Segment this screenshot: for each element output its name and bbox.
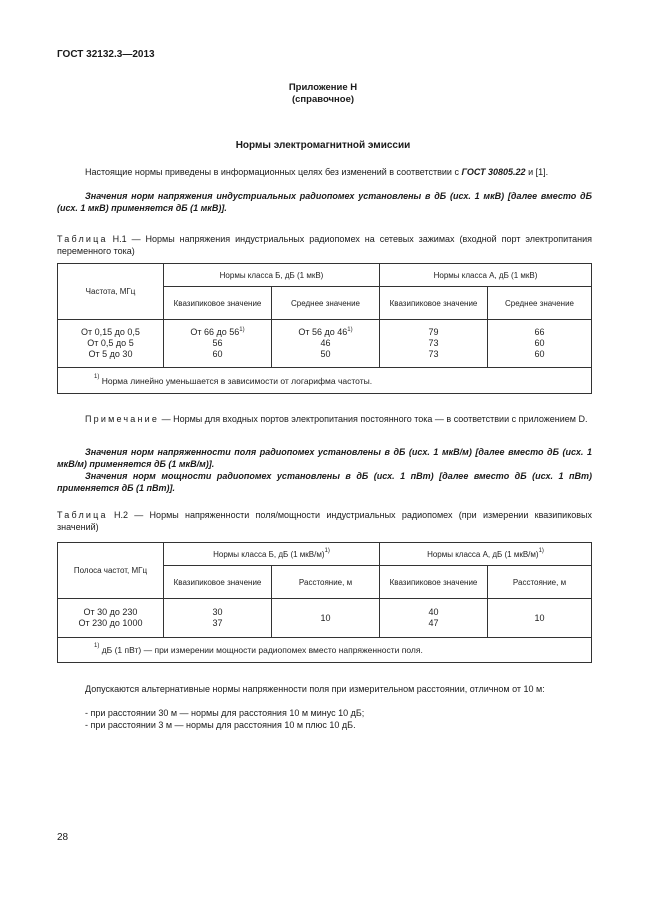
footnote-text: дБ (1 пВт) — при измерении мощности радиопомех вместо напряженности поля. [99,645,423,655]
sub-quasi-b: Квазипиковое значение [164,287,272,320]
section-title: Нормы электромагнитной эмиссии [235,140,411,151]
gost-reference: ГОСТ 30805.22 [461,167,526,177]
table-row-value: 37 [212,618,223,628]
table-row-value: 60 [534,349,545,359]
table1-caption [57,233,592,257]
table-row-value: 73 [428,349,439,359]
list-item: - при расстоянии 3 м — нормы для расстояния 10 м плюс 10 дБ. [85,720,356,730]
a-distance-cell: 10 [488,599,592,638]
sub-avg-b: Среднее значение [272,287,380,320]
table-h1 [57,263,592,394]
table-row-value: От 5 до 30 [88,349,133,359]
footnote-ref: 1) [324,547,330,554]
footnote-ref: 1) [538,547,544,554]
table1-caption-text: Н.1 — Нормы напряжения индустриальных радиопомех на сетевых зажимах (входной порт электропитания переменного тока) [57,234,592,256]
intro-paragraph [57,166,592,178]
table-row-value: От 66 до 56 [190,327,240,337]
table-row-value: 46 [320,338,331,348]
table-row-value: 50 [320,349,331,359]
table-row-value: 47 [428,618,439,628]
footnote-mark: 1) [94,373,100,380]
page-number: 28 [57,832,69,843]
band-values-cell [58,599,164,638]
table-row-value: От 30 до 230 [83,607,138,617]
sub-quasi-b: Квазипиковое значение [164,566,272,599]
table2-caption-label: Таблица [57,510,108,520]
table1-caption-label: Таблица [57,234,108,244]
intro-bold-text: Значения норм напряжения индустриальных радиопомех установлены в дБ (исх. 1 мкВ) [далее вместо дБ (исх. 1 мкВ) применяется дБ (1 мкВ)]. [57,191,592,213]
sub-quasi-a: Квазипиковое значение [380,566,488,599]
group-class-a-label: Нормы класса А, дБ (1 мкВ/м) [427,549,539,559]
note-label: Примечание [85,414,160,424]
list-item: - при расстоянии 30 м — нормы для расстояния 10 м минус 10 дБ; [85,708,365,718]
closing-text: Допускаются альтернативные нормы напряженности поля при измерительном расстоянии, отличном от 10 м: [85,684,545,694]
b-distance-cell: 10 [272,599,380,638]
sub-dist-a: Расстояние, м [488,566,592,599]
field-norms-paragraph [57,446,592,470]
power-norms-paragraph [57,470,592,494]
table-row-value: 66 [534,327,545,337]
a-quasi-values-cell [380,599,488,638]
table-row-value: От 230 до 1000 [78,618,143,628]
col-band-header: Полоса частот, МГц [58,543,164,599]
group-class-b-header: Нормы класса Б, дБ (1 мкВ) [164,264,380,287]
col-frequency-header: Частота, МГц [58,264,164,320]
power-norms-text: Значения норм мощности радиопомех установлены в дБ (исх. 1 пВт) [далее вместо дБ (исх. 1 пВт) применяется дБ (1 пВт)]. [57,471,592,493]
footnote-mark: 1) [94,643,100,649]
group-class-b-label: Нормы класса Б, дБ (1 мкВ/м) [213,549,325,559]
a-quasi-values-cell [380,320,488,368]
freq-values-cell [58,320,164,368]
table-row-value: От 56 до 46 [298,327,348,337]
footnote-text: Норма линейно уменьшается в зависимости от логарифма частоты. [99,375,373,386]
annex-title: Приложение Н [288,82,358,93]
table2-caption-text: Н.2 — Нормы напряженности поля/мощности индустриальных радиопомех (при измерении квазипиковых значений) [57,510,592,532]
a-avg-values-cell [488,320,592,368]
sub-avg-a: Среднее значение [488,287,592,320]
table1-footnote [58,368,592,394]
footnote-ref: 1) [239,327,245,333]
group-class-b-header [164,543,380,566]
table-row-value: От 0,15 до 0,5 [81,327,140,337]
field-norms-text: Значения норм напряженности поля радиопомех установлены в дБ (исх. 1 мкВ/м) [далее вместо дБ (исх. 1 мкВ/м) применяется дБ (1 мкВ/м)]. [57,447,592,469]
note-paragraph [57,413,592,425]
table-row-value: 79 [428,327,439,337]
table-row-value: 56 [212,338,223,348]
closing-paragraph [57,683,592,695]
sub-dist-b: Расстояние, м [272,566,380,599]
annex-subtitle: (справочное) [291,94,355,105]
group-class-a-header [380,543,592,566]
table2-caption [57,509,592,533]
table-h2 [57,542,592,663]
footnote-ref: 1) [347,327,353,333]
table-row-value: 73 [428,338,439,348]
closing-list [85,707,592,731]
sub-quasi-a: Квазипиковое значение [380,287,488,320]
intro-text: Настоящие нормы приведены в информационных целях без изменений в соответствии с [85,167,462,177]
note-text: — Нормы для входных портов электропитания постоянного тока — в соответствии с приложением D. [159,414,588,424]
b-avg-values-cell [272,320,380,368]
table-row-value: 40 [428,607,439,617]
intro-bold-paragraph [57,190,592,214]
table-row-value: От 0,5 до 5 [87,338,134,348]
standard-header: ГОСТ 32132.3—2013 [57,49,155,60]
table-row-value: 60 [212,349,223,359]
b-quasi-values-cell [164,599,272,638]
table-row-value: 30 [212,607,223,617]
b-quasi-values-cell [164,320,272,368]
intro-suffix: и [1]. [528,167,549,177]
table-row-value: 60 [534,338,545,348]
group-class-a-header: Нормы класса А, дБ (1 мкВ) [380,264,592,287]
table2-footnote [58,638,592,663]
